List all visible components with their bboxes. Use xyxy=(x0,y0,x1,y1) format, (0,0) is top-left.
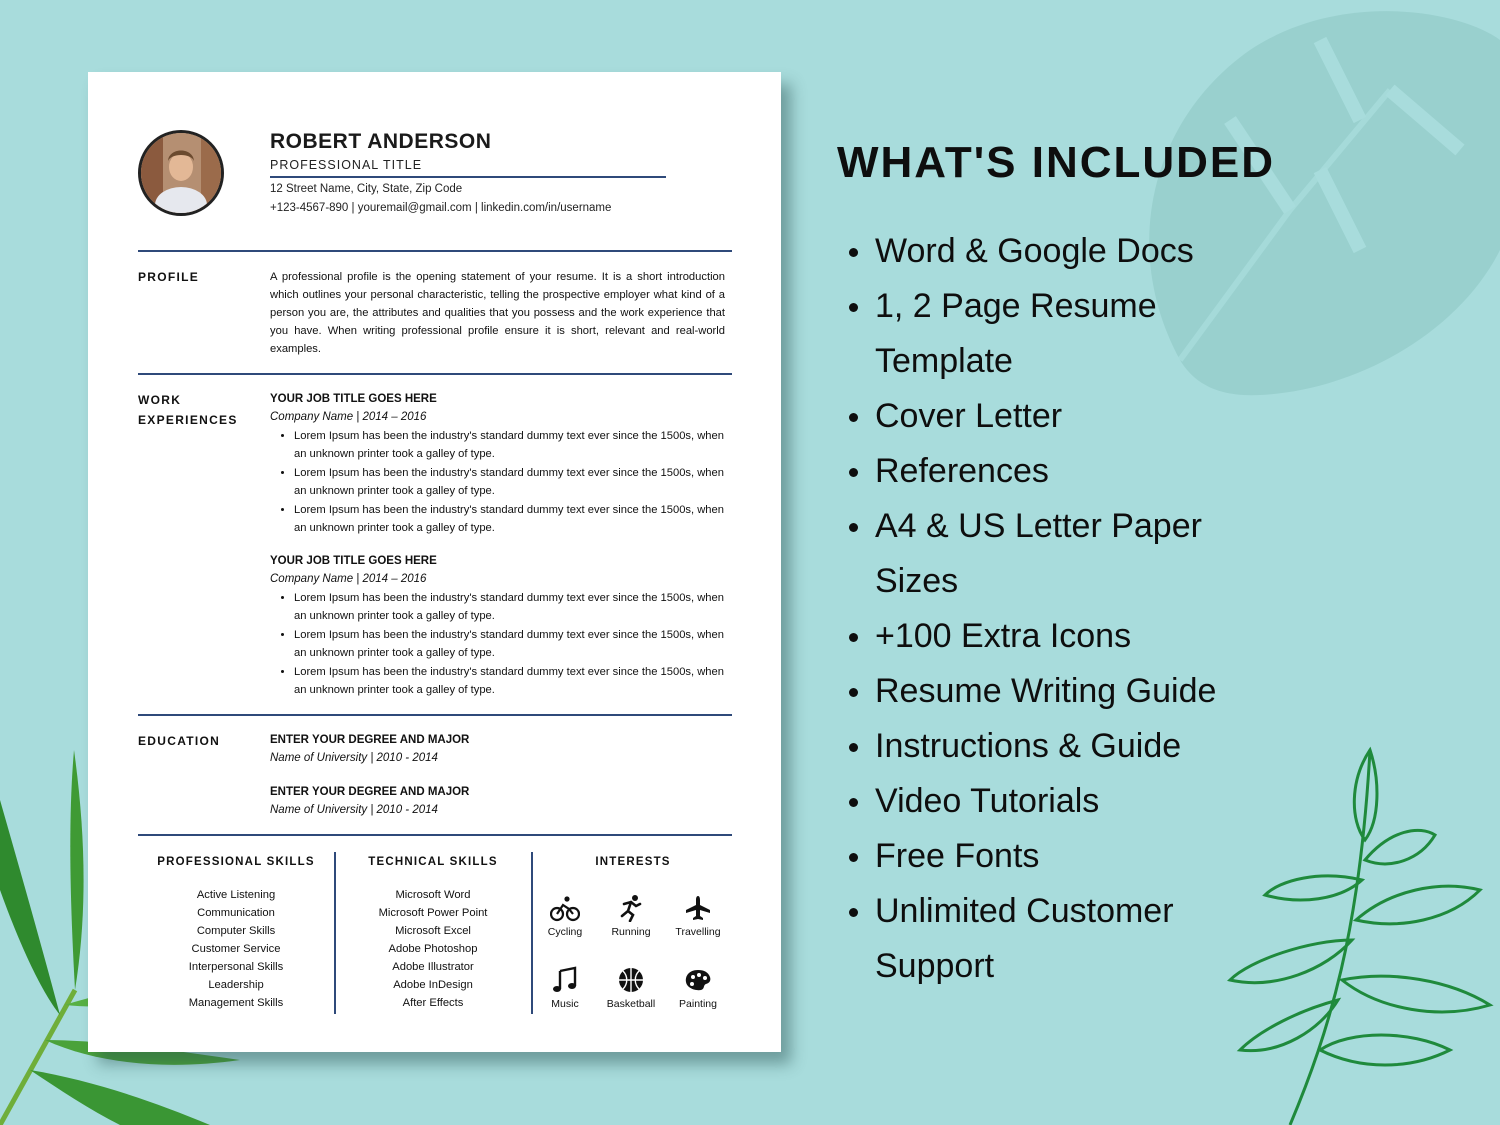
job-entry xyxy=(270,552,730,700)
job-entry xyxy=(270,390,730,538)
skill-item: After Effects xyxy=(402,997,464,1009)
skill-item: Microsoft Power Point xyxy=(378,907,488,919)
included-item: 1, 2 Page Resume Template xyxy=(842,279,1262,389)
included-item: +100 Extra Icons xyxy=(842,609,1262,664)
work-heading-line1: WORK xyxy=(138,393,182,407)
interests-column xyxy=(533,852,733,872)
interest-basketball xyxy=(596,966,666,1010)
included-list xyxy=(842,224,1262,994)
resume-sheet xyxy=(88,72,781,1052)
work-heading-line2: EXPERIENCES xyxy=(138,413,238,427)
professional-skills-heading: PROFESSIONAL SKILLS xyxy=(157,856,315,868)
profile-heading: PROFILE xyxy=(138,270,200,284)
included-item: Cover Letter xyxy=(842,389,1262,444)
profile-photo xyxy=(138,130,224,216)
professional-skills-column xyxy=(138,852,334,1012)
running-icon xyxy=(616,894,646,922)
address-line: 12 Street Name, City, State, Zip Code xyxy=(270,183,463,195)
education-university: Name of University | 2010 - 2014 xyxy=(270,752,438,764)
education-heading: EDUCATION xyxy=(138,734,221,748)
branch-leaves-decoration xyxy=(1220,730,1500,1125)
included-item: A4 & US Letter Paper Sizes xyxy=(842,499,1262,609)
job-bullet: • Lorem Ipsum has been the industry's standard dummy text ever since the 1500s, when an unknown printer took a galley of type. xyxy=(294,589,730,625)
education-degree: ENTER YOUR DEGREE AND MAJOR xyxy=(270,734,470,746)
avatar-icon xyxy=(141,133,221,213)
section-divider xyxy=(138,834,732,836)
interests-heading: INTERESTS xyxy=(595,856,671,868)
professional-skills-list xyxy=(138,886,334,1012)
skill-item: Leadership xyxy=(208,979,264,991)
job-title: YOUR JOB TITLE GOES HERE xyxy=(270,555,437,567)
interest-label: Running xyxy=(611,926,651,938)
skill-item: Interpersonal Skills xyxy=(188,961,284,973)
section-divider xyxy=(138,714,732,716)
job-title: YOUR JOB TITLE GOES HERE xyxy=(270,393,437,405)
included-item: Instructions & Guide xyxy=(842,719,1262,774)
skill-item: Customer Service xyxy=(191,943,281,955)
work-heading xyxy=(138,390,238,430)
job-bullet: • Lorem Ipsum has been the industry's standard dummy text ever since the 1500s, when an unknown printer took a galley of type. xyxy=(294,427,730,463)
interest-travelling xyxy=(663,894,733,938)
skill-item: Microsoft Word xyxy=(395,889,471,901)
job-company: Company Name | 2014 – 2016 xyxy=(270,411,427,423)
skill-item: Microsoft Excel xyxy=(395,925,471,937)
skill-item: Communication xyxy=(197,907,275,919)
interest-label: Cycling xyxy=(547,926,583,938)
professional-title: PROFESSIONAL TITLE xyxy=(270,158,423,172)
interest-label: Travelling xyxy=(675,926,721,938)
skill-item: Computer Skills xyxy=(196,925,276,937)
interest-painting xyxy=(663,966,733,1010)
skill-item: Management Skills xyxy=(188,997,284,1009)
education-degree: ENTER YOUR DEGREE AND MAJOR xyxy=(270,786,470,798)
interest-label: Music xyxy=(551,998,579,1010)
interest-cycling xyxy=(530,894,600,938)
skill-item: Adobe Photoshop xyxy=(388,943,478,955)
education-university: Name of University | 2010 - 2014 xyxy=(270,804,438,816)
interest-label: Painting xyxy=(679,998,717,1010)
skill-item: Adobe Illustrator xyxy=(392,961,474,973)
included-item: Video Tutorials xyxy=(842,774,1262,829)
candidate-name: ROBERT ANDERSON xyxy=(270,130,492,153)
title-divider xyxy=(270,176,666,178)
included-item: Word & Google Docs xyxy=(842,224,1262,279)
job-bullet: • Lorem Ipsum has been the industry's standard dummy text ever since the 1500s, when an unknown printer took a galley of type. xyxy=(294,464,730,500)
included-item: References xyxy=(842,444,1262,499)
job-bullet: • Lorem Ipsum has been the industry's standard dummy text ever since the 1500s, when an unknown printer took a galley of type. xyxy=(294,626,730,662)
education-entry xyxy=(270,783,469,819)
included-item: Free Fonts xyxy=(842,829,1262,884)
included-item: Unlimited Customer Support xyxy=(842,884,1262,994)
job-bullet: • Lorem Ipsum has been the industry's standard dummy text ever since the 1500s, when an unknown printer took a galley of type. xyxy=(294,663,730,699)
included-item: Resume Writing Guide xyxy=(842,664,1262,719)
profile-text: A professional profile is the opening statement of your resume. It is a short introduction which outlines your personal characteristic, telling the prospective employer what kind of a person you are, the attributes and qualities that you possess and the work experience that you have. When writing professional profile ensure it is short, relevant and real-world examples. xyxy=(270,271,725,355)
contact-line: +123-4567-890 | youremail@gmail.com | linkedin.com/in/username xyxy=(270,202,612,214)
interest-running xyxy=(596,894,666,938)
airplane-icon xyxy=(683,894,713,922)
palette-icon xyxy=(683,966,713,994)
technical-skills-heading: TECHNICAL SKILLS xyxy=(368,856,498,868)
interest-music xyxy=(530,966,600,1010)
job-bullet: • Lorem Ipsum has been the industry's standard dummy text ever since the 1500s, when an unknown printer took a galley of type. xyxy=(294,501,730,537)
technical-skills-column xyxy=(336,852,530,1012)
job-bullets xyxy=(270,427,730,537)
cycling-icon xyxy=(550,894,580,922)
job-bullets xyxy=(270,589,730,699)
interest-label: Basketball xyxy=(606,998,656,1010)
section-divider xyxy=(138,250,732,252)
music-note-icon xyxy=(550,966,580,994)
education-entry xyxy=(270,731,469,767)
whats-included-heading: WHAT'S INCLUDED xyxy=(837,138,1276,187)
skill-item: Adobe InDesign xyxy=(393,979,473,991)
skill-item: Active Listening xyxy=(196,889,276,901)
technical-skills-list xyxy=(336,886,530,1012)
section-divider xyxy=(138,373,732,375)
basketball-icon xyxy=(616,966,646,994)
job-company: Company Name | 2014 – 2016 xyxy=(270,573,427,585)
